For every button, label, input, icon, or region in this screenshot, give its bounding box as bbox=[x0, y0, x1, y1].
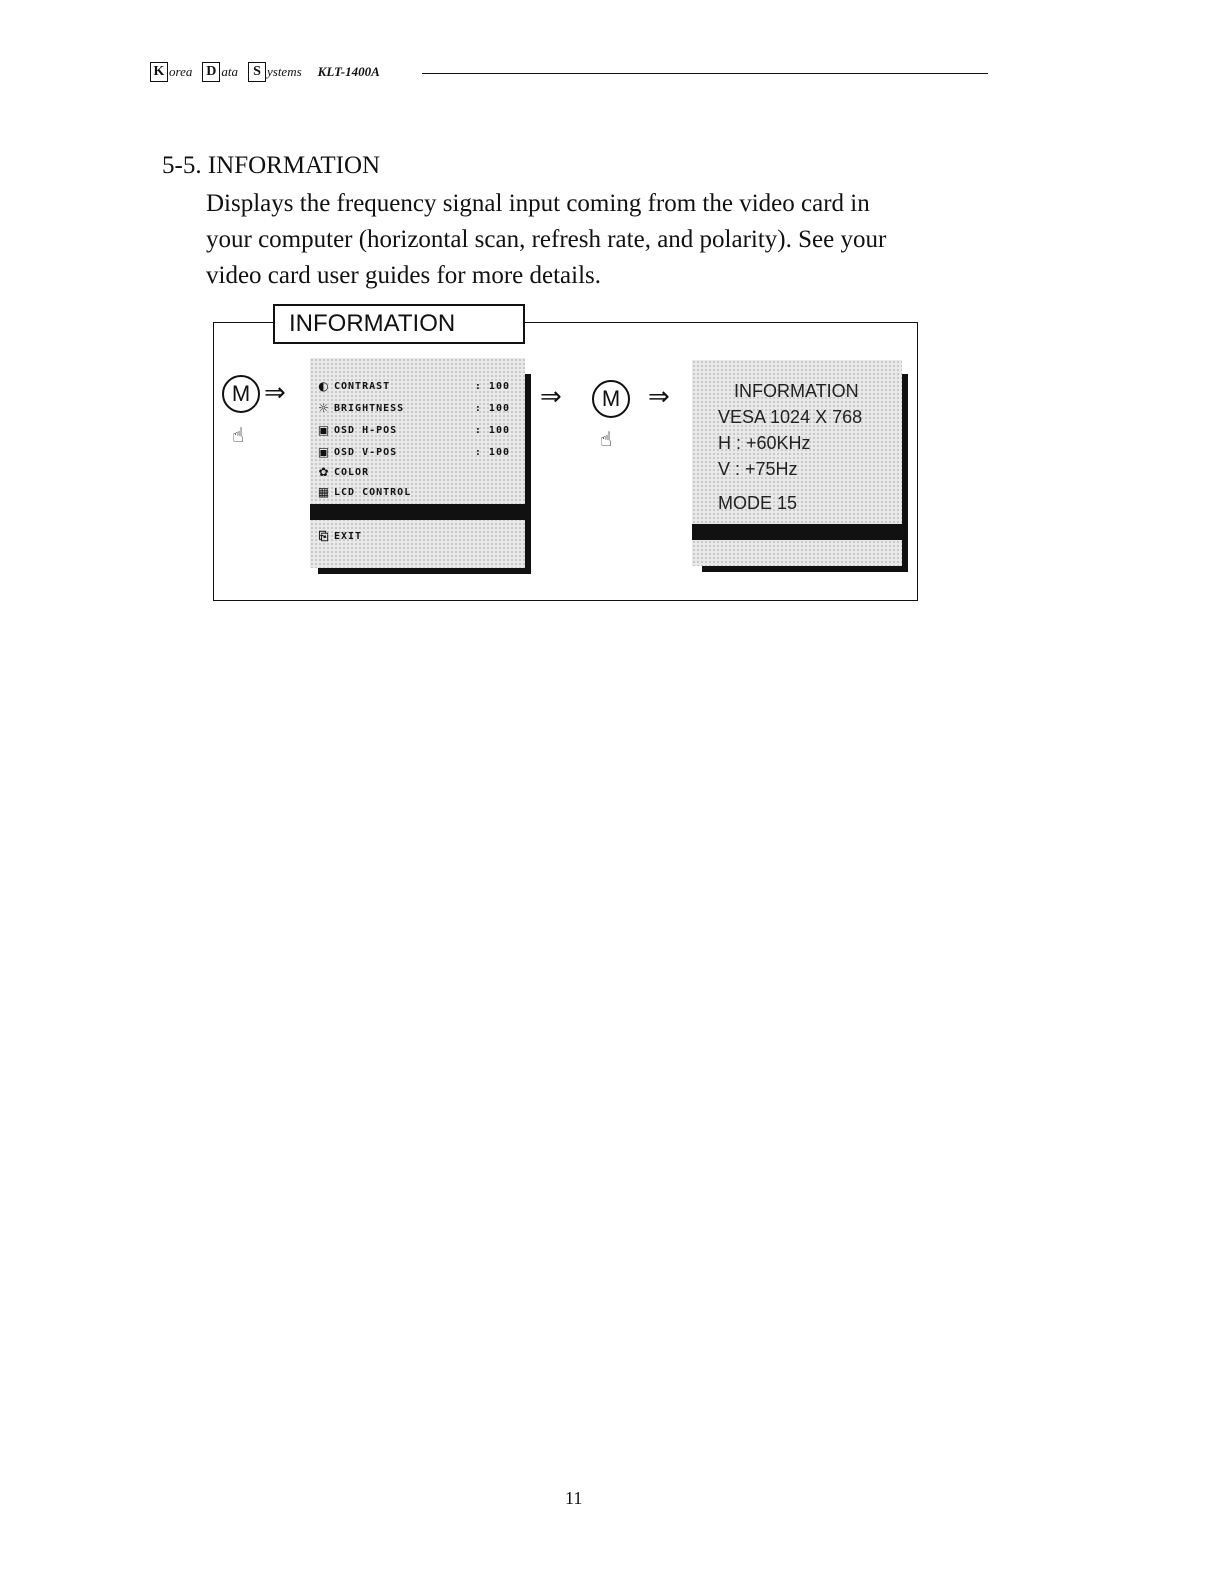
logo-word: ystems bbox=[266, 64, 302, 79]
press-hand-icon: ☝ bbox=[232, 423, 245, 447]
exit-icon: ⎘ bbox=[318, 528, 330, 543]
color-icon: ✿ bbox=[318, 465, 330, 479]
logo-letter: K bbox=[150, 62, 168, 82]
logo-letter: S bbox=[248, 62, 266, 82]
menu-item-brightness bbox=[314, 400, 510, 416]
menu-item-value: : 100 bbox=[474, 424, 510, 436]
arrow-right-icon: ⇒ bbox=[648, 382, 670, 412]
section-title: 5-5. INFORMATION bbox=[162, 152, 381, 179]
menu-item-label: OSD V-POS bbox=[334, 446, 398, 458]
menu-item-label: CONTRAST bbox=[334, 380, 391, 392]
paragraph-line: video card user guides for more details. bbox=[206, 262, 602, 289]
lcd-icon: ▦ bbox=[317, 485, 331, 499]
menu-item-label: EXIT bbox=[334, 530, 363, 542]
menu-highlight-bar bbox=[310, 504, 525, 520]
menu-item-label: OSD H-POS bbox=[334, 424, 398, 436]
arrow-right-icon: ⇒ bbox=[264, 378, 286, 408]
page-header bbox=[150, 62, 990, 86]
paragraph-line: Displays the frequency signal input coming from the video card in bbox=[206, 190, 870, 217]
menu-shadow bbox=[525, 374, 531, 574]
menu-item-exit bbox=[314, 528, 462, 544]
info-line-h: H : +60KHz bbox=[718, 433, 811, 453]
company-logo bbox=[150, 62, 380, 82]
logo-word: ata bbox=[221, 64, 238, 79]
menu-item-value: : 100 bbox=[474, 402, 510, 414]
menu-item-osd-hpos bbox=[314, 422, 510, 438]
menu-item-lcd-control bbox=[314, 484, 462, 500]
header-rule bbox=[422, 73, 988, 74]
info-line-vesa: VESA 1024 X 768 bbox=[718, 407, 863, 427]
menu-button-icon: M bbox=[222, 375, 260, 413]
info-highlight-bar bbox=[692, 524, 902, 540]
menu-item-osd-vpos bbox=[314, 444, 510, 460]
menu-item-label: COLOR bbox=[334, 466, 370, 478]
menu-item-contrast bbox=[314, 378, 510, 394]
menu-item-value: : 100 bbox=[474, 380, 510, 392]
paragraph-line: your computer (horizontal scan, refresh rate, and polarity). See your bbox=[206, 226, 887, 253]
info-line-mode: MODE 15 bbox=[718, 493, 798, 513]
menu-button-icon: M bbox=[592, 380, 630, 418]
osd-icon: ▣ bbox=[317, 445, 331, 459]
info-line-v: V : +75Hz bbox=[718, 459, 798, 479]
panel-shadow bbox=[702, 566, 908, 572]
page-number: 11 bbox=[565, 1488, 583, 1508]
menu-item-color bbox=[314, 464, 462, 480]
arrow-right-icon: ⇒ bbox=[540, 382, 562, 412]
brightness-icon: ☼ bbox=[318, 401, 330, 415]
figure-label: INFORMATION bbox=[273, 304, 525, 344]
menu-item-label: LCD CONTROL bbox=[334, 486, 412, 498]
osd-main-menu bbox=[310, 358, 525, 568]
model-name: KLT-1400A bbox=[317, 64, 380, 79]
panel-shadow bbox=[902, 374, 908, 572]
osd-icon: ▣ bbox=[317, 423, 331, 437]
menu-shadow bbox=[318, 568, 531, 574]
press-hand-icon: ☝ bbox=[600, 427, 613, 451]
logo-letter: D bbox=[202, 62, 220, 82]
osd-information-panel bbox=[692, 360, 902, 566]
menu-item-label: BRIGHTNESS bbox=[334, 402, 405, 414]
contrast-icon: ◐ bbox=[318, 379, 330, 393]
section-paragraph bbox=[206, 186, 1006, 294]
info-title: INFORMATION bbox=[734, 381, 859, 401]
logo-word: orea bbox=[169, 64, 193, 79]
menu-item-value: : 100 bbox=[474, 446, 510, 458]
